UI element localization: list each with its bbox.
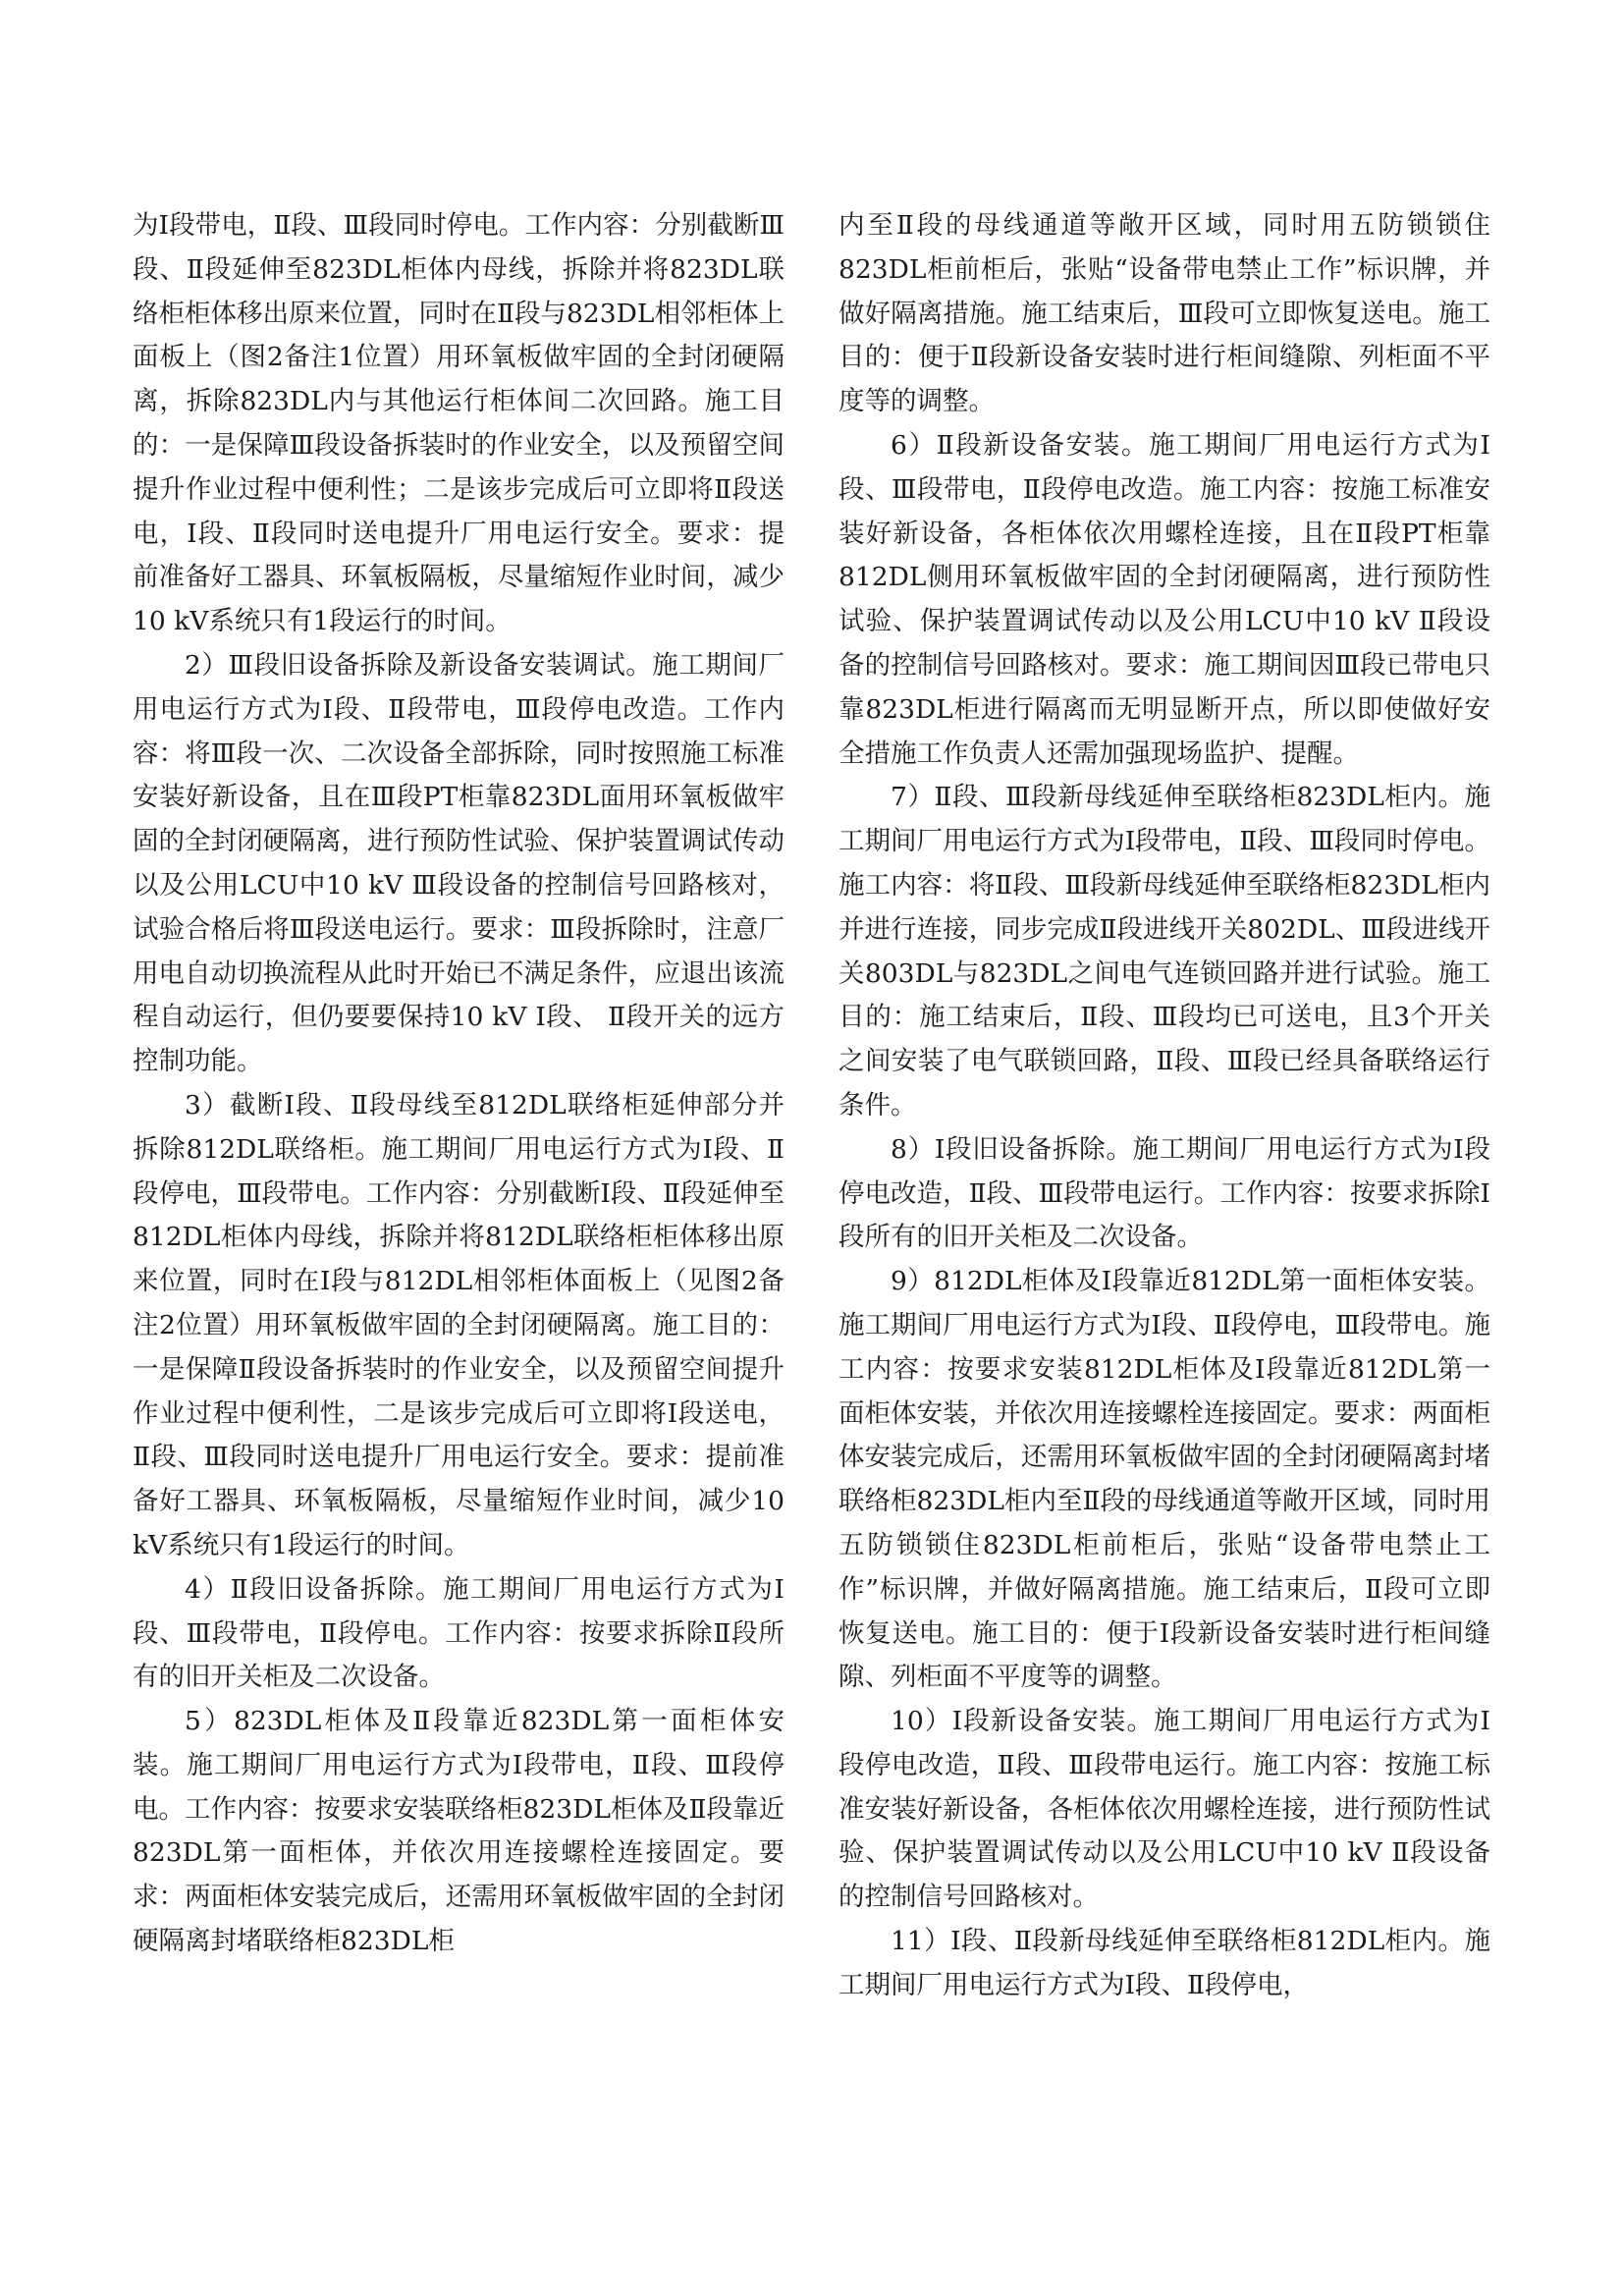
paragraph: 6）Ⅱ段新设备安装。施工期间厂用电运行方式为Ⅰ段、Ⅲ段带电，Ⅱ段停电改造。施工内容：按施工标准安装好新设备，各柜体依次用螺栓连接，且在Ⅱ段PT柜靠812DL侧用环氧板做牢固的全封闭硬隔离，进行预防性试验、保护装置调试传动以及公用LCU中10 kV Ⅱ段设备的控制信号回路核对。要求：施工期间因Ⅲ段已带电只靠823DL柜进行隔离而无明显断开点，所以即使做好安全措施工作负责人还需加强现场监护、提醒。 <box>839 429 1490 769</box>
document-page <box>133 204 1490 2090</box>
paragraph: 内至Ⅱ段的母线通道等敞开区域，同时用五防锁锁住823DL柜前柜后，张贴“设备带电禁止工作”标识牌，并做好隔离措施。施工结束后，Ⅲ段可立即恢复送电。施工目的：便于Ⅱ段新设备安装时进行柜间缝隙、列柜面不平度等的调整。 <box>839 210 1490 417</box>
paragraph: 9）812DL柜体及Ⅰ段靠近812DL第一面柜体安装。施工期间厂用电运行方式为Ⅰ段、Ⅱ段停电，Ⅲ段带电。施工内容：按要求安装812DL柜体及Ⅰ段靠近812DL第一面柜体安装，并依次用连接螺栓连接固定。要求：两面柜体安装完成后，还需用环氧板做牢固的全封闭硬隔离封堵联络柜823DL柜内至Ⅱ段的母线通道等敞开区域，同时用五防锁锁住823DL柜前柜后，张贴“设备带电禁止工作”标识牌，并做好隔离措施。施工结束后，Ⅱ段可立即恢复送电。施工目的：便于Ⅰ段新设备安装时进行柜间缝隙、列柜面不平度等的调整。 <box>839 1266 1490 1693</box>
paragraph: 为Ⅰ段带电，Ⅱ段、Ⅲ段同时停电。工作内容：分别截断Ⅲ段、Ⅱ段延伸至823DL柜体内母线，拆除并将823DL联络柜柜体移出原来位置，同时在Ⅱ段与823DL相邻柜体上面板上（图2备注1位置）用环氧板做牢固的全封闭硬隔离，拆除823DL内与其他运行柜体间二次回路。施工目的：一是保障Ⅲ段设备拆装时的作业安全，以及预留空间提升作业过程中便利性；二是该步完成后可立即将Ⅱ段送电，Ⅰ段、Ⅱ段同时送电提升厂用电运行安全。要求：提前准备好工器具、环氧板隔板，尽量缩短作业时间，减少10 kV系统只有1段运行的时间。 <box>133 210 784 637</box>
paragraph: 8）Ⅰ段旧设备拆除。施工期间厂用电运行方式为Ⅰ段停电改造，Ⅱ段、Ⅲ段带电运行。工作内容：按要求拆除Ⅰ段所有的旧开关柜及二次设备。 <box>839 1133 1490 1253</box>
paragraph: 5）823DL柜体及Ⅱ段靠近823DL第一面柜体安装。施工期间厂用电运行方式为Ⅰ段带电，Ⅱ段、Ⅲ段停电。工作内容：按要求安装联络柜823DL柜体及Ⅱ段靠近823DL第一面柜体，并依次用连接螺栓连接固定。要求：两面柜体安装完成后，还需用环氧板做牢固的全封闭硬隔离封堵联络柜823DL柜 <box>133 1706 784 1957</box>
right-column <box>839 204 1490 2090</box>
paragraph: 10）Ⅰ段新设备安装。施工期间厂用电运行方式为Ⅰ段停电改造，Ⅱ段、Ⅲ段带电运行。施工内容：按施工标准安装好新设备，各柜体依次用螺栓连接，进行预防性试验、保护装置调试传动以及公用LCU中10 kV Ⅱ段设备的控制信号回路核对。 <box>839 1706 1490 1913</box>
paragraph: 3）截断Ⅰ段、Ⅱ段母线至812DL联络柜延伸部分并拆除812DL联络柜。施工期间厂用电运行方式为Ⅰ段、Ⅱ段停电，Ⅲ段带电。工作内容：分别截断Ⅰ段、Ⅱ段延伸至812DL柜体内母线，拆除并将812DL联络柜柜体移出原来位置，同时在Ⅰ段与812DL相邻柜体面板上（见图2备注2位置）用环氧板做牢固的全封闭硬隔离。施工目的：一是保障Ⅱ段设备拆装时的作业安全，以及预留空间提升作业过程中便利性，二是该步完成后可立即将Ⅰ段送电，Ⅱ段、Ⅲ段同时送电提升厂用电运行安全。要求：提前准备好工器具、环氧板隔板，尽量缩短作业时间，减少10 kV系统只有1段运行的时间。 <box>133 1089 784 1560</box>
paragraph: 11）Ⅰ段、Ⅱ段新母线延伸至联络柜812DL柜内。施工期间厂用电运行方式为Ⅰ段、Ⅱ段停电， <box>839 1926 1490 2000</box>
paragraph: 2）Ⅲ段旧设备拆除及新设备安装调试。施工期间厂用电运行方式为Ⅰ段、Ⅱ段带电，Ⅲ段停电改造。工作内容：将Ⅲ段一次、二次设备全部拆除，同时按照施工标准安装好新设备，且在Ⅲ段PT柜靠823DL面用环氧板做牢固的全封闭硬隔离，进行预防性试验、保护装置调试传动以及公用LCU中10 kV Ⅲ段设备的控制信号回路核对，试验合格后将Ⅲ段送电运行。要求：Ⅲ段拆除时，注意厂用电自动切换流程从此时开始已不满足条件，应退出该流程自动运行，但仍要要保持10 kV Ⅰ段、 Ⅱ段开关的远方控制功能。 <box>133 649 784 1077</box>
left-column <box>133 204 784 2090</box>
paragraph: 7）Ⅱ段、Ⅲ段新母线延伸至联络柜823DL柜内。施工期间厂用电运行方式为Ⅰ段带电，Ⅱ段、Ⅲ段同时停电。施工内容：将Ⅱ段、Ⅲ段新母线延伸至联络柜823DL柜内并进行连接，同步完成Ⅱ段进线开关802DL、Ⅲ段进线开关803DL与823DL之间电气连锁回路并进行试验。施工目的：施工结束后，Ⅱ段、Ⅲ段均已可送电，且3个开关之间安装了电气联锁回路，Ⅱ段、Ⅲ段已经具备联络运行条件。 <box>839 782 1490 1121</box>
paragraph: 4）Ⅱ段旧设备拆除。施工期间厂用电运行方式为Ⅰ段、Ⅲ段带电，Ⅱ段停电。工作内容：按要求拆除Ⅱ段所有的旧开关柜及二次设备。 <box>133 1573 784 1693</box>
